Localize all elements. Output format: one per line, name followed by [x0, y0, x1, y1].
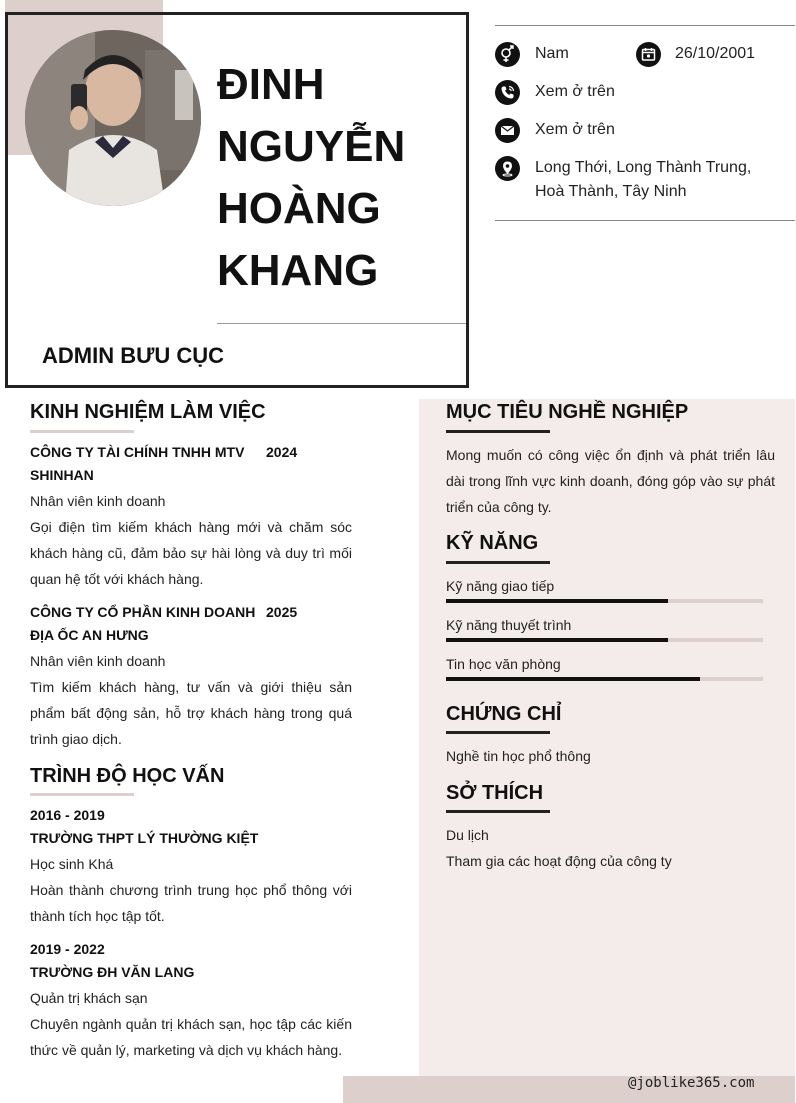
- experience-company-2-line-2: ĐỊA ỐC AN HƯNG: [30, 627, 149, 643]
- experience-underline: [30, 430, 134, 433]
- certificates-underline: [446, 731, 550, 734]
- education-years-1: 2016 - 2019: [30, 807, 105, 823]
- full-name: ĐINH NGUYỄN HOÀNG KHANG: [217, 60, 406, 295]
- skill-bar-fill-3: [446, 677, 700, 681]
- watermark: @joblike365.com: [628, 1075, 755, 1091]
- education-description-1: Hoàn thành chương trình trung học phổ thông với thành tích học tập tốt.: [30, 882, 352, 924]
- address-line-1: Long Thới, Long Thành Trung,: [535, 159, 752, 176]
- experience-company-1-line-1: CÔNG TY TÀI CHÍNH TNHH MTV: [30, 444, 245, 460]
- birthdate-value: 26/10/2001: [675, 45, 756, 62]
- education-title: TRÌNH ĐỘ HỌC VẤN: [30, 765, 225, 787]
- skill-bar-fill-2: [446, 638, 668, 642]
- location-pin-icon: [495, 156, 520, 181]
- email-value: Xem ở trên: [535, 121, 615, 138]
- experience-year-2: 2025: [266, 604, 298, 620]
- experience-company-1-line-2: SHINHAN: [30, 467, 94, 483]
- skills-title: KỸ NĂNG: [446, 532, 539, 554]
- objective-text: Mong muốn có công việc ổn định và phát triển lâu dài trong lĩnh vực kinh doanh, đóng góp vào sự phát triển của công ty.: [446, 447, 775, 515]
- experience-title: KINH NGHIỆM LÀM VIỆC: [30, 401, 266, 423]
- experience-description-1: Gọi điện tìm kiếm khách hàng mới và chăm sóc khách hàng cũ, đảm bảo sự hài lòng và duy trì mối quan hệ tốt với khách hàng.: [30, 519, 352, 587]
- objective-title: MỤC TIÊU NGHỀ NGHIỆP: [446, 401, 689, 423]
- hobby-item-1: Du lịch: [446, 827, 489, 843]
- education-school-2: TRƯỜNG ĐH VĂN LANG: [30, 964, 195, 980]
- hobbies-title: SỞ THÍCH: [446, 782, 544, 804]
- calendar-icon: [636, 42, 661, 67]
- skill-label-3: Tin học văn phòng: [446, 656, 561, 672]
- certificate-item-1: Nghề tin học phổ thông: [446, 748, 591, 764]
- mail-icon: [495, 118, 520, 143]
- education-detail-1: Học sinh Khá: [30, 856, 114, 872]
- objective-underline: [446, 430, 550, 433]
- experience-role-2: Nhân viên kinh doanh: [30, 653, 166, 669]
- skill-label-2: Kỹ năng thuyết trình: [446, 617, 572, 633]
- phone-icon: [495, 80, 520, 105]
- job-title: ADMIN BƯU CỤC: [42, 343, 225, 368]
- hobbies-underline: [446, 810, 550, 813]
- experience-role-1: Nhân viên kinh doanh: [30, 493, 166, 509]
- skills-underline: [446, 561, 550, 564]
- education-school-1: TRƯỜNG THPT LÝ THƯỜNG KIỆT: [30, 830, 259, 846]
- name-divider: [217, 323, 466, 324]
- experience-description-2: Tìm kiếm khách hàng, tư vấn và giới thiệu sản phẩm bất động sản, hỗ trợ khách hàng trong quá trình giao dịch.: [30, 679, 352, 747]
- education-description-2: Chuyên ngành quản trị khách sạn, học tập các kiến thức về quản lý, marketing và dịch vụ khách hàng.: [30, 1016, 352, 1058]
- gender-value: Nam: [535, 45, 569, 62]
- skill-bar-2: [446, 638, 763, 642]
- certificates-title: CHỨNG CHỈ: [446, 703, 562, 725]
- experience-year-1: 2024: [266, 444, 298, 460]
- education-years-2: 2019 - 2022: [30, 941, 105, 957]
- education-detail-2: Quản trị khách sạn: [30, 990, 148, 1006]
- contact-divider-bottom: [495, 220, 795, 221]
- avatar-photo: [25, 30, 201, 206]
- phone-value: Xem ở trên: [535, 83, 615, 100]
- education-underline: [30, 793, 134, 796]
- avatar: [25, 30, 201, 206]
- experience-company-2-line-1: CÔNG TY CỔ PHẦN KINH DOANH: [30, 604, 256, 620]
- hobby-item-2: Tham gia các hoạt động của công ty: [446, 853, 672, 869]
- skill-bar-1: [446, 599, 763, 603]
- skill-label-1: Kỹ năng giao tiếp: [446, 578, 555, 594]
- skill-bar-3: [446, 677, 763, 681]
- address-line-2: Hoà Thành, Tây Ninh: [535, 183, 687, 200]
- skill-bar-fill-1: [446, 599, 668, 603]
- gender-icon: [495, 42, 520, 67]
- contact-divider-top: [495, 25, 795, 26]
